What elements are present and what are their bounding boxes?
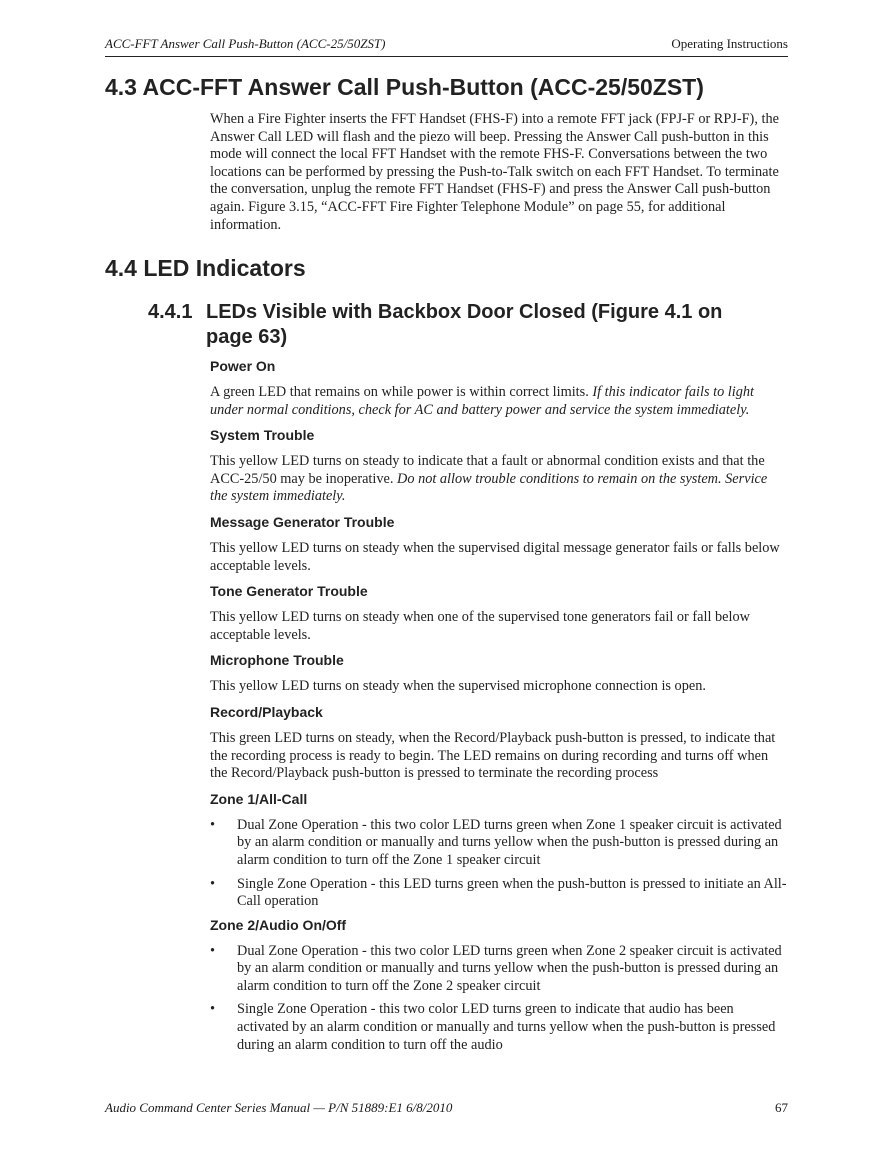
- tone-generator-trouble-text: This yellow LED turns on steady when one of the supervised tone generators fail or fall below acceptable levels.: [210, 609, 750, 643]
- zone-2-bullet-list: [210, 943, 788, 1055]
- header-section-title: ACC-FFT Answer Call Push-Button (ACC-25/50ZST): [105, 36, 386, 51]
- section-4-4-1-title-line1: LEDs Visible with Backbox Door Closed (Figure 4.1 on: [206, 301, 723, 323]
- system-trouble-description: This yellow LED turns on steady to indicate that a fault or abnormal condition exists and that the ACC-25/50 may be inoperative.: [210, 453, 765, 487]
- list-item: [210, 817, 788, 870]
- bullet-icon: •: [210, 875, 216, 892]
- power-on-text: [210, 384, 788, 419]
- section-4-4-1-title-line2: page 63): [206, 326, 288, 348]
- tone-generator-trouble-heading: Tone Generator Trouble: [210, 583, 368, 600]
- record-playback-heading: Record/Playback: [210, 703, 323, 720]
- system-trouble-heading: System Trouble: [210, 427, 315, 444]
- bullet-icon: •: [210, 942, 216, 959]
- page-number: 67: [775, 1100, 788, 1115]
- zone-1-bullet-list: [210, 817, 788, 911]
- section-4-3-paragraph: When a Fire Fighter inserts the FFT Handset (FHS-F) into a remote FFT jack (FPJ-F or RPJ-F), the Answer Call LED will flash and the piezo will beep. Pressing the Answer Call push-button in this mode will connect the local FFT Handset with the remote FHS-F. Conversations between the two locations can be performed by pressing the Push-to-Talk switch on each FFT Handset. To terminate the conversation, unplug the remote FFT Handset (FHS-F) and press the Answer Call push-button again. Figure 3.15, “ACC-FFT Fire Fighter Telephone Module” on page 55, for additional information.: [210, 111, 779, 233]
- record-playback-text: This green LED turns on steady, when the Record/Playback push-button is pressed, to indicate that the recording process is ready to begin. The LED remains on during recording and turns off when the Record/Playback push-button is pressed to terminate the recording process: [210, 729, 776, 782]
- system-trouble-text: [210, 453, 788, 506]
- zone-1-single-zone-text: Single Zone Operation - this LED turns green when the push-button is pressed to initiate an All-Call operation: [237, 875, 787, 910]
- power-on-description: A green LED that remains on while power is within correct limits.: [210, 384, 593, 400]
- section-4-4-1-heading: [148, 300, 788, 350]
- message-generator-trouble-text: This yellow LED turns on steady when the supervised digital message generator fails or falls below acceptable levels.: [210, 539, 780, 574]
- footer-document-title: Audio Command Center Series Manual — P/N 51889:E1 6/8/2010: [105, 1100, 453, 1115]
- zone-1-all-call-heading: Zone 1/All-Call: [210, 790, 308, 807]
- page-header: [105, 36, 788, 57]
- bullet-icon: •: [210, 816, 216, 833]
- zone-2-single-zone-text: Single Zone Operation - this two color LED turns green to indicate that audio has been activated by an alarm condition or manually and turns yellow when the push-button is pressed during an alarm condition to turn off the audio: [237, 1001, 776, 1053]
- header-chapter-title: Operating Instructions: [671, 36, 788, 51]
- zone-1-dual-zone-text: Dual Zone Operation - this two color LED turns green when Zone 1 speaker circuit is activated by an alarm condition or manually and turns yellow when the push-button is pressed during an alarm condition to turn off the Zone 1 speaker circuit: [237, 816, 782, 868]
- section-4-4-1-number: 4.4.1: [148, 301, 193, 323]
- list-item: [210, 943, 788, 996]
- power-on-note: If this indicator fails to light under normal conditions, check for AC and battery power and service the system immediately.: [210, 384, 755, 418]
- list-item: [210, 1001, 788, 1054]
- microphone-trouble-text: This yellow LED turns on steady when the supervised microphone connection is open.: [210, 678, 706, 695]
- section-4-4-heading: 4.4 LED Indicators: [105, 255, 306, 281]
- message-generator-trouble-heading: Message Generator Trouble: [210, 513, 395, 530]
- zone-2-audio-heading: Zone 2/Audio On/Off: [210, 916, 347, 933]
- power-on-heading: Power On: [210, 358, 276, 374]
- section-4-3-heading: 4.3 ACC-FFT Answer Call Push-Button (ACC-25/50ZST): [105, 74, 704, 100]
- section-4-3-body: [210, 111, 788, 234]
- bullet-icon: •: [210, 1001, 216, 1018]
- zone-2-dual-zone-text: Dual Zone Operation - this two color LED turns green when Zone 2 speaker circuit is activated by an alarm condition or manually and turns yellow when the push-button is pressed during an alarm condition to turn off the Zone 2 speaker circuit: [237, 942, 782, 994]
- list-item: [210, 876, 788, 911]
- system-trouble-note: Do not allow trouble conditions to remain on the system. Service the system immediately.: [210, 470, 768, 505]
- led-descriptions: [210, 358, 788, 1060]
- microphone-trouble-heading: Microphone Trouble: [210, 652, 344, 669]
